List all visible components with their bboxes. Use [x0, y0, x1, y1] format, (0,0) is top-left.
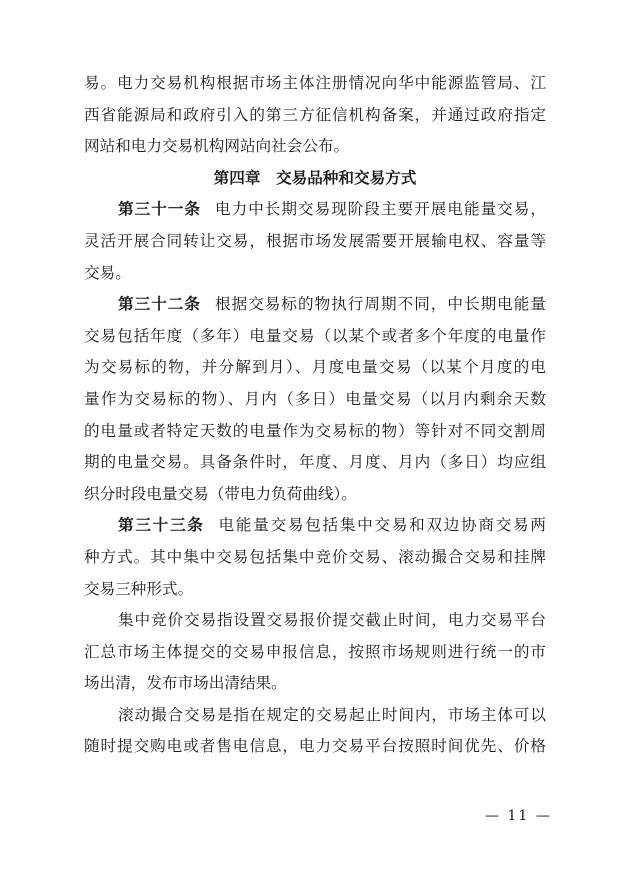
text-line: 随时提交购电或者售电信息，电力交易平台按照时间优先、价格 [84, 737, 546, 756]
article-33 [84, 510, 546, 605]
article-number: 第三十三条 [118, 516, 205, 535]
article-first-line [84, 289, 546, 321]
text-line: 集中竞价交易指设置交易报价提交截止时间，电力交易平台 [118, 611, 546, 630]
text-line: 织分时段电量交易（带电力负荷曲线）。 [84, 484, 357, 503]
text-line: 交易包括年度（多年）电量交易（以某个或者多个年度的电量作 [84, 326, 546, 345]
text-line: 场出清，发布市场出清结果。 [84, 674, 287, 693]
text-line: 西省能源局和政府引入的第三方征信机构备案，并通过政府指定 [84, 105, 546, 124]
text-line: 易。电力交易机构根据市场主体注册情况向华中能源监管局、江 [84, 74, 546, 92]
page-number: — 11 — [485, 808, 552, 824]
article-32 [84, 289, 546, 510]
article-number: 第三十二条 [118, 295, 201, 314]
text-segment: 电力中长期交易现阶段主要开展电能量交易， [215, 200, 546, 219]
text-segment: 电能量交易包括集中交易和双边协商交易两 [218, 516, 546, 535]
text-line: 交易。 [84, 263, 131, 282]
article-31 [84, 194, 546, 289]
text-segment: 根据交易标的物执行周期不同，中长期电能量 [215, 295, 546, 314]
paragraph-centralized-bidding [84, 605, 546, 700]
text-line: 灵活开展合同转让交易，根据市场发展需要开展输电权、容量等 [84, 231, 546, 250]
text-line: 汇总市场主体提交的交易申报信息，按照市场规则进行统一的市 [84, 642, 546, 661]
document-page [84, 68, 546, 763]
paragraph-rolling-matching [84, 700, 546, 763]
text-line: 种方式。其中集中交易包括集中竞价交易、滚动撮合交易和挂牌 [84, 547, 546, 566]
text-line: 网站和电力交易机构网站向社会公布。 [84, 137, 350, 156]
article-first-line [84, 194, 546, 226]
paragraph-continuation [84, 68, 546, 163]
article-number: 第三十一条 [118, 200, 201, 219]
article-first-line [84, 510, 546, 542]
text-line: 的电量或者特定天数的电量作为交易标的物）等针对不同交割周 [84, 421, 546, 440]
text-line: 期的电量交易。具备条件时，年度、月度、月内（多日）均应组 [84, 453, 546, 472]
chapter-heading: 第四章 交易品种和交易方式 [213, 168, 417, 187]
text-line: 滚动撮合交易是指在规定的交易起止时间内，市场主体可以 [118, 705, 546, 724]
text-line: 交易三种形式。 [84, 579, 194, 598]
text-line: 量作为交易标的物）、月内（多日）电量交易（以月内剩余天数 [84, 389, 546, 408]
text-line: 为交易标的物，并分解到月）、月度电量交易（以某个月度的电 [84, 358, 546, 377]
